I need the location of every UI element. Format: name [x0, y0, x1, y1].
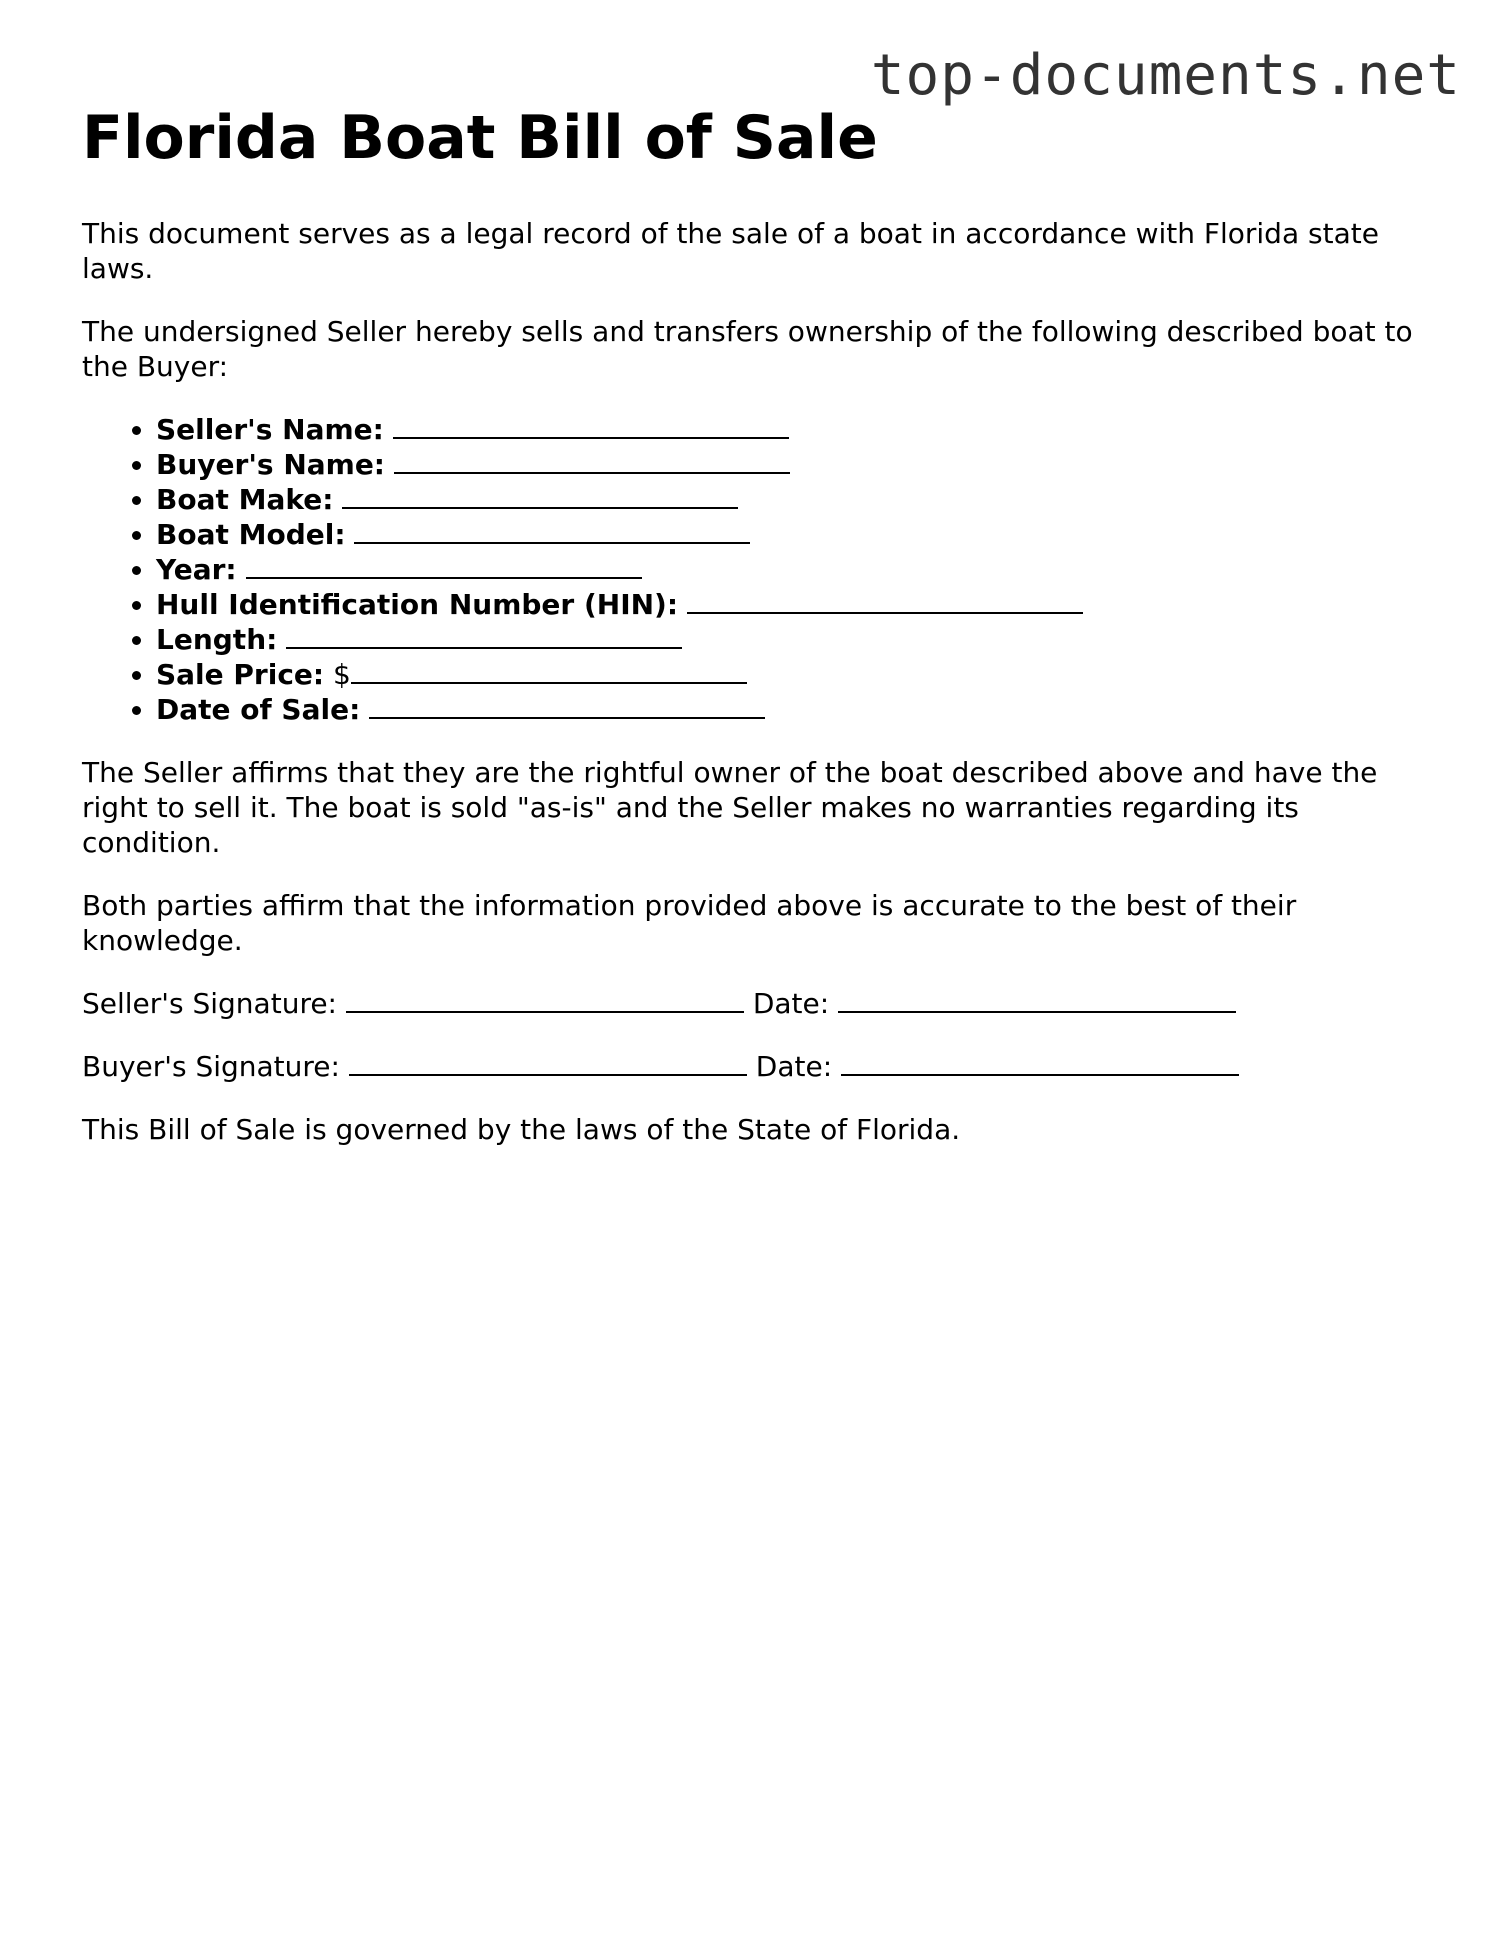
field-label: Date of Sale:: [156, 693, 361, 726]
field-date-of-sale: [156, 692, 1422, 727]
buyer-signature-label: Buyer's Signature:: [82, 1050, 340, 1083]
field-label: Seller's Name:: [156, 413, 384, 446]
field-length: [156, 622, 1422, 657]
intro-paragraph: This document serves as a legal record of the sale of a boat in accordance with Florida state laws.: [82, 217, 1379, 285]
field-label: Buyer's Name:: [156, 448, 386, 481]
buyer-signature-blank[interactable]: [349, 1050, 747, 1076]
affirmation-paragraph: The Seller affirms that they are the rightful owner of the boat described above and have the right to sell it. The boat is sold "as-is" and the Seller makes no warranties regarding its condition.: [82, 756, 1378, 859]
hin-blank[interactable]: [687, 588, 1083, 614]
field-boat-model: [156, 517, 1422, 552]
field-year: [156, 552, 1422, 587]
field-label: Length:: [156, 623, 278, 656]
accuracy-paragraph: Both parties affirm that the information provided above is accurate to the best of their knowledge.: [82, 889, 1297, 957]
boat-details-list: [82, 412, 1422, 727]
buyer-date-label: Date:: [755, 1050, 833, 1083]
field-sale-price: [156, 657, 1422, 692]
currency-prefix: $: [333, 658, 351, 691]
field-label: Boat Model:: [156, 518, 346, 551]
page-title: Florida Boat Bill of Sale: [82, 103, 878, 173]
date-of-sale-blank[interactable]: [369, 693, 765, 719]
field-sellers-name: [156, 412, 1422, 447]
field-boat-make: [156, 482, 1422, 517]
seller-signature-line: [82, 986, 1422, 1021]
field-label: Year:: [156, 553, 237, 586]
buyers-name-blank[interactable]: [394, 448, 790, 474]
sale-price-blank[interactable]: [351, 658, 747, 684]
buyer-signature-line: [82, 1049, 1422, 1084]
field-label: Boat Make:: [156, 483, 334, 516]
field-label: Sale Price:: [156, 658, 325, 691]
boat-model-blank[interactable]: [354, 518, 750, 544]
boat-make-blank[interactable]: [342, 483, 738, 509]
year-blank[interactable]: [246, 553, 642, 579]
sellers-name-blank[interactable]: [393, 413, 789, 439]
transfer-paragraph: The undersigned Seller hereby sells and transfers ownership of the following described boat to the Buyer:: [82, 315, 1413, 383]
buyer-date-blank[interactable]: [841, 1050, 1239, 1076]
governing-law-paragraph: This Bill of Sale is governed by the laws of the State of Florida.: [82, 1113, 961, 1146]
field-buyers-name: [156, 447, 1422, 482]
field-hin: [156, 587, 1422, 622]
length-blank[interactable]: [286, 623, 682, 649]
seller-date-label: Date:: [752, 987, 830, 1020]
field-label: Hull Identification Number (HIN):: [156, 588, 679, 621]
seller-signature-label: Seller's Signature:: [82, 987, 337, 1020]
watermark: top-documents.net: [870, 43, 1461, 108]
seller-date-blank[interactable]: [838, 987, 1236, 1013]
seller-signature-blank[interactable]: [346, 987, 744, 1013]
document-body: [82, 102, 1422, 1175]
